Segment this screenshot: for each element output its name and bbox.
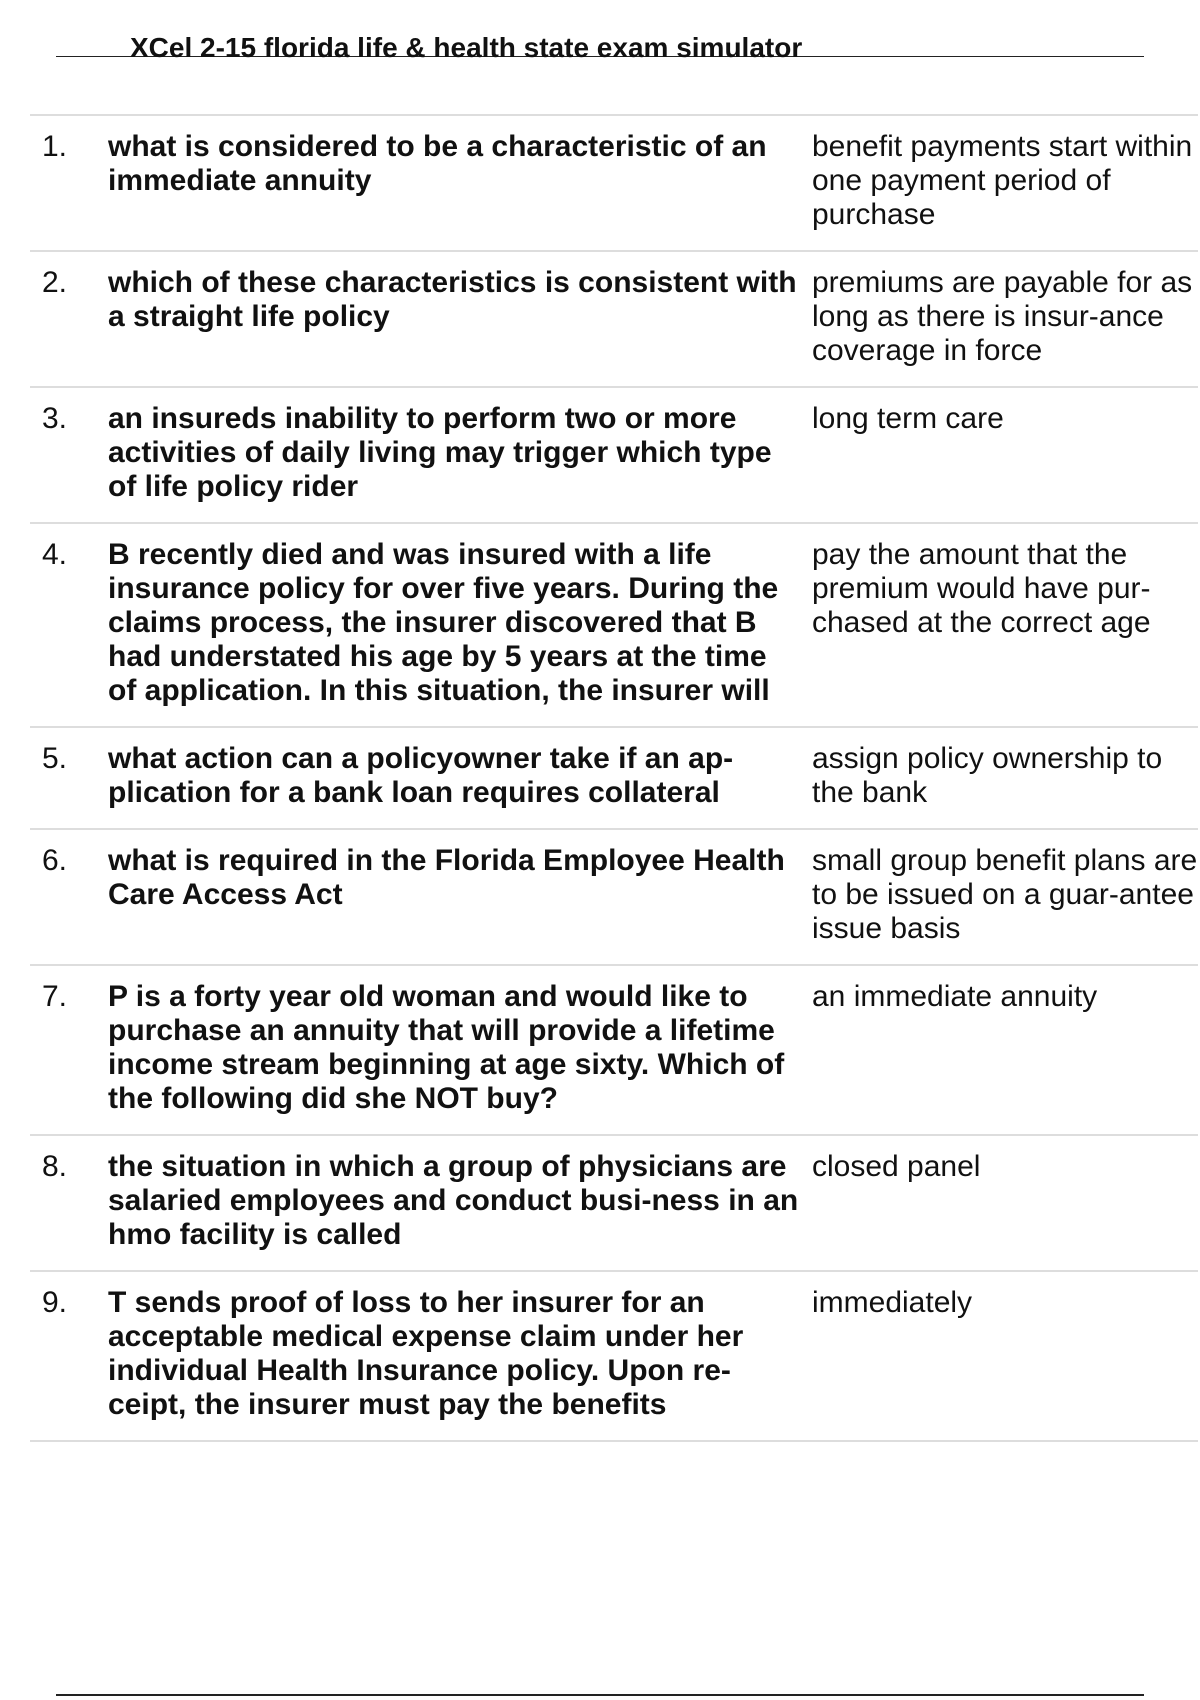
card-number: 5. (42, 742, 68, 775)
card-answer: long term care (812, 402, 1004, 435)
card-answer: benefit payments start within one payment period of purchase (812, 130, 1193, 231)
flashcard-row (30, 1136, 1198, 1272)
card-number: 6. (42, 844, 68, 877)
card-answer: immediately (812, 1286, 973, 1319)
flashcard-row (30, 388, 1198, 524)
card-question: an insureds inability to perform two or more activities of daily living may trigger which type of life policy rider (108, 402, 772, 503)
card-number: 3. (42, 402, 68, 435)
card-answer: closed panel (812, 1150, 981, 1183)
card-answer: premiums are payable for as long as there is insur-ance coverage in force (812, 266, 1193, 367)
flashcard-row (30, 830, 1198, 966)
flashcard-list (30, 114, 1198, 1442)
card-number: 4. (42, 538, 68, 571)
flashcard-row (30, 252, 1198, 388)
card-question: which of these characteristics is consistent with a straight life policy (108, 266, 797, 333)
card-number: 1. (42, 130, 68, 163)
card-question: P is a forty year old woman and would like to purchase an annuity that will provide a lifetime income stream beginning at age sixty. Which of the following did she NOT buy? (108, 980, 785, 1115)
card-question: what is required in the Florida Employee Health Care Access Act (108, 844, 785, 911)
card-number: 2. (42, 266, 68, 299)
card-answer: small group benefit plans are to be issued on a guar-antee issue basis (812, 844, 1198, 945)
flashcard-row (30, 966, 1198, 1136)
card-answer: pay the amount that the premium would have pur-chased at the correct age (812, 538, 1151, 639)
card-question: what is considered to be a characteristic of an immediate annuity (108, 130, 767, 197)
flashcard-row (30, 116, 1198, 252)
flashcard-row (30, 524, 1198, 728)
card-question: what action can a policyowner take if an ap-plication for a bank loan requires collateral (108, 742, 734, 809)
card-question: T sends proof of loss to her insurer for an acceptable medical expense claim under her individual Health Insurance policy. Upon re-ceipt, the insurer must pay the benefits (108, 1286, 744, 1421)
card-number: 7. (42, 980, 68, 1013)
flashcard-row (30, 728, 1198, 830)
flashcard-row (30, 1272, 1198, 1442)
footer-rule (56, 1694, 1144, 1696)
card-number: 9. (42, 1286, 68, 1319)
card-question: B recently died and was insured with a life insurance policy for over five years. During the claims process, the insurer discovered that B had understated his age by 5 years at the time of application. In this situation, the insurer will (108, 538, 779, 707)
page-title: XCel 2-15 florida life & health state exam simulator (130, 32, 803, 63)
card-number: 8. (42, 1150, 68, 1183)
card-question: the situation in which a group of physicians are salaried employees and conduct busi-ness in an hmo facility is called (108, 1150, 799, 1251)
card-answer: assign policy ownership to the bank (812, 742, 1163, 809)
card-answer: an immediate annuity (812, 980, 1098, 1013)
page-header (56, 28, 1144, 63)
